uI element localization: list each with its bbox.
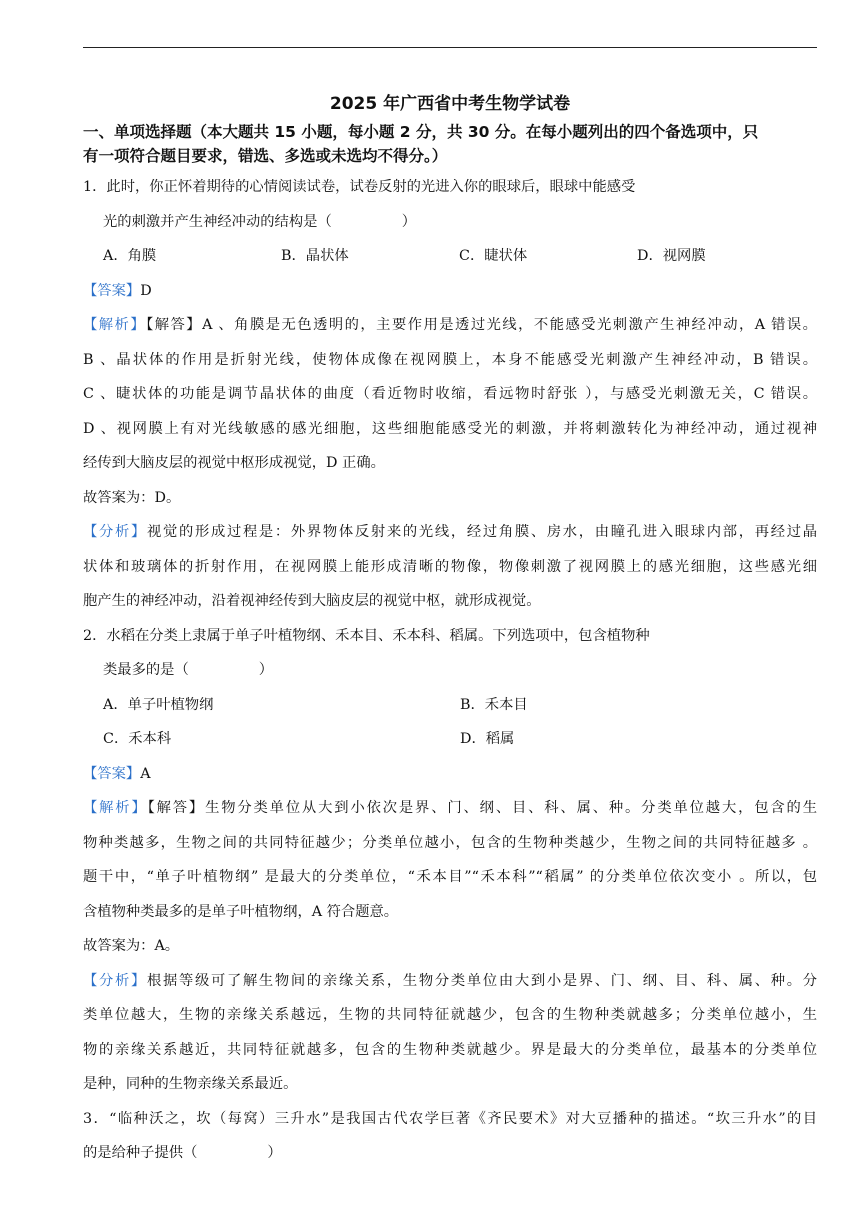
option-a: A．单子叶植物纲 [103, 696, 214, 713]
section-header-line: 一、单项选择题（本大题共 15 小题，每小题 2 分，共 30 分。在每小题列出的四个备选项中，只 [83, 123, 759, 141]
question-stem [83, 1136, 817, 1171]
answer-line [83, 274, 817, 309]
answer-value: D [140, 282, 152, 299]
question-stem: 3．“临种沃之，坎（每窝）三升水”是我国古代农学巨著《齐民要术》对大豆播种的描述。“坎三升水”的目 [83, 1110, 817, 1127]
conclusion-line: 故答案为：D。 [83, 489, 181, 506]
option-b: B．禾本目 [460, 696, 528, 713]
analysis-line [83, 791, 817, 826]
question-2 [83, 619, 817, 1102]
stem-text: 的是给种子提供（ [83, 1145, 198, 1161]
explain-line [83, 515, 817, 550]
analysis-tag: 【解析】 [83, 317, 147, 333]
analysis-line: 经传到大脑皮层的视觉中枢形成视觉，D 正确。 [83, 455, 385, 471]
analysis-line: 题干中，“单子叶植物纲” 是最大的分类单位，“禾本目”“禾本科”“稻属” 的分类单位依次变小 。所以，包 [83, 869, 817, 885]
section-header-line: 有一项符合题目要求，错选、多选或未选均不得分。） [83, 147, 448, 165]
answer-tag: 【答案】 [83, 765, 141, 782]
analysis-tag: 【解析】 [83, 800, 148, 816]
question-stem: 2．水稻在分类上隶属于单子叶植物纲、禾本目、禾本科、稻属。下列选项中，包含植物种 [83, 627, 650, 644]
section-header [83, 120, 817, 170]
option-d: D．视网膜 [637, 248, 706, 264]
conclusion-line: 故答案为：A。 [83, 938, 180, 954]
explain-tag: 【分析】 [83, 524, 147, 540]
explain-line: 胞产生的神经冲动，沿着视神经传到大脑皮层的视觉中枢，就形成视觉。 [83, 593, 541, 609]
options-row [83, 688, 817, 723]
question-1 [83, 170, 817, 619]
stem-text: 光的刺激并产生神经冲动的结构是（ [103, 213, 332, 230]
explain-line [83, 964, 817, 999]
analysis-line: B 、晶状体的作用是折射光线，使物体成像在视网膜上，本身不能感受光刺激产生神经冲动，B 错误。 [83, 351, 817, 368]
stem-text: ） [401, 213, 417, 230]
answer-value: A [140, 765, 151, 782]
explain-line: 状体和玻璃体的折射作用，在视网膜上能形成清晰的物像，物像刺激了视网膜上的感光细胞，这些感光细 [83, 558, 817, 575]
option-b: B．晶状体 [281, 248, 349, 264]
question-3 [83, 1102, 817, 1171]
explain-line: 是种，同种的生物亲缘关系最近。 [83, 1076, 298, 1092]
analysis-line [83, 308, 817, 343]
analysis-text: A 、角膜是无色透明的，主要作用是透过光线，不能感受光刺激产生神经冲动，A 错误。 [202, 317, 817, 333]
options-row [83, 722, 817, 757]
analysis-line: C 、睫状体的功能是调节晶状体的曲度（看近物时收缩，看远物时舒张 ），与感受光刺激无关，C 错误。 [83, 386, 817, 402]
explain-line: 类单位越大，生物的亲缘关系越远，生物的共同特征就越少，包含的生物种类就越多；分类单位越小，生 [83, 1007, 817, 1023]
option-c: C．禾本科 [103, 731, 172, 747]
answer-tag: 【答案】 [83, 282, 141, 299]
explain-line: 物的亲缘关系越近，共同特征就越多，包含的生物种类就越少。界是最大的分类单位，最基本的分类单位 [83, 1041, 817, 1058]
explain-text: 视觉的形成过程是：外界物体反射来的光线，经过角膜、房水，由瞳孔进入眼球内部，再经过晶 [146, 524, 817, 540]
stem-text: ） [267, 1145, 282, 1161]
stem-text: ） [258, 662, 274, 678]
header-rule [83, 47, 817, 48]
option-a: A．角膜 [103, 248, 157, 264]
analysis-text: 生物分类单位从大到小依次是界、门、纲、目、科、属、种。分类单位越大，包含的生 [205, 800, 817, 816]
question-stem [83, 205, 817, 240]
question-stem: 1．此时，你正怀着期待的心情阅读试卷，试卷反射的光进入你的眼球后，眼球中能感受 [83, 179, 636, 195]
analysis-line: 含植物种类最多的是单子叶植物纲，A 符合题意。 [83, 903, 399, 920]
options-row [83, 239, 817, 274]
option-c: C．睫状体 [459, 248, 528, 264]
exam-page [83, 92, 817, 1171]
analysis-line: 物种类越多，生物之间的共同特征越少；分类单位越小，包含的生物种类越少，生物之间的共同特征越多 。 [83, 834, 817, 851]
explain-tag: 【分析】 [83, 972, 147, 989]
explain-text: 根据等级可了解生物间的亲缘关系，生物分类单位由大到小是界、门、纲、目、科、属、种。分 [146, 972, 817, 989]
stem-text: 类最多的是（ [103, 662, 189, 678]
option-d: D．稻属 [460, 731, 515, 747]
solution-tag: 【解答】 [146, 317, 203, 333]
solution-tag: 【解答】 [147, 800, 206, 816]
analysis-line: D 、视网膜上有对光线敏感的感光细胞，这些细胞能感受光的刺激，并将刺激转化为神经冲动，通过视神 [83, 420, 817, 437]
answer-line [83, 757, 817, 792]
question-stem [83, 653, 817, 688]
page-title: 2025 年广西省中考生物学试卷 [329, 94, 571, 114]
